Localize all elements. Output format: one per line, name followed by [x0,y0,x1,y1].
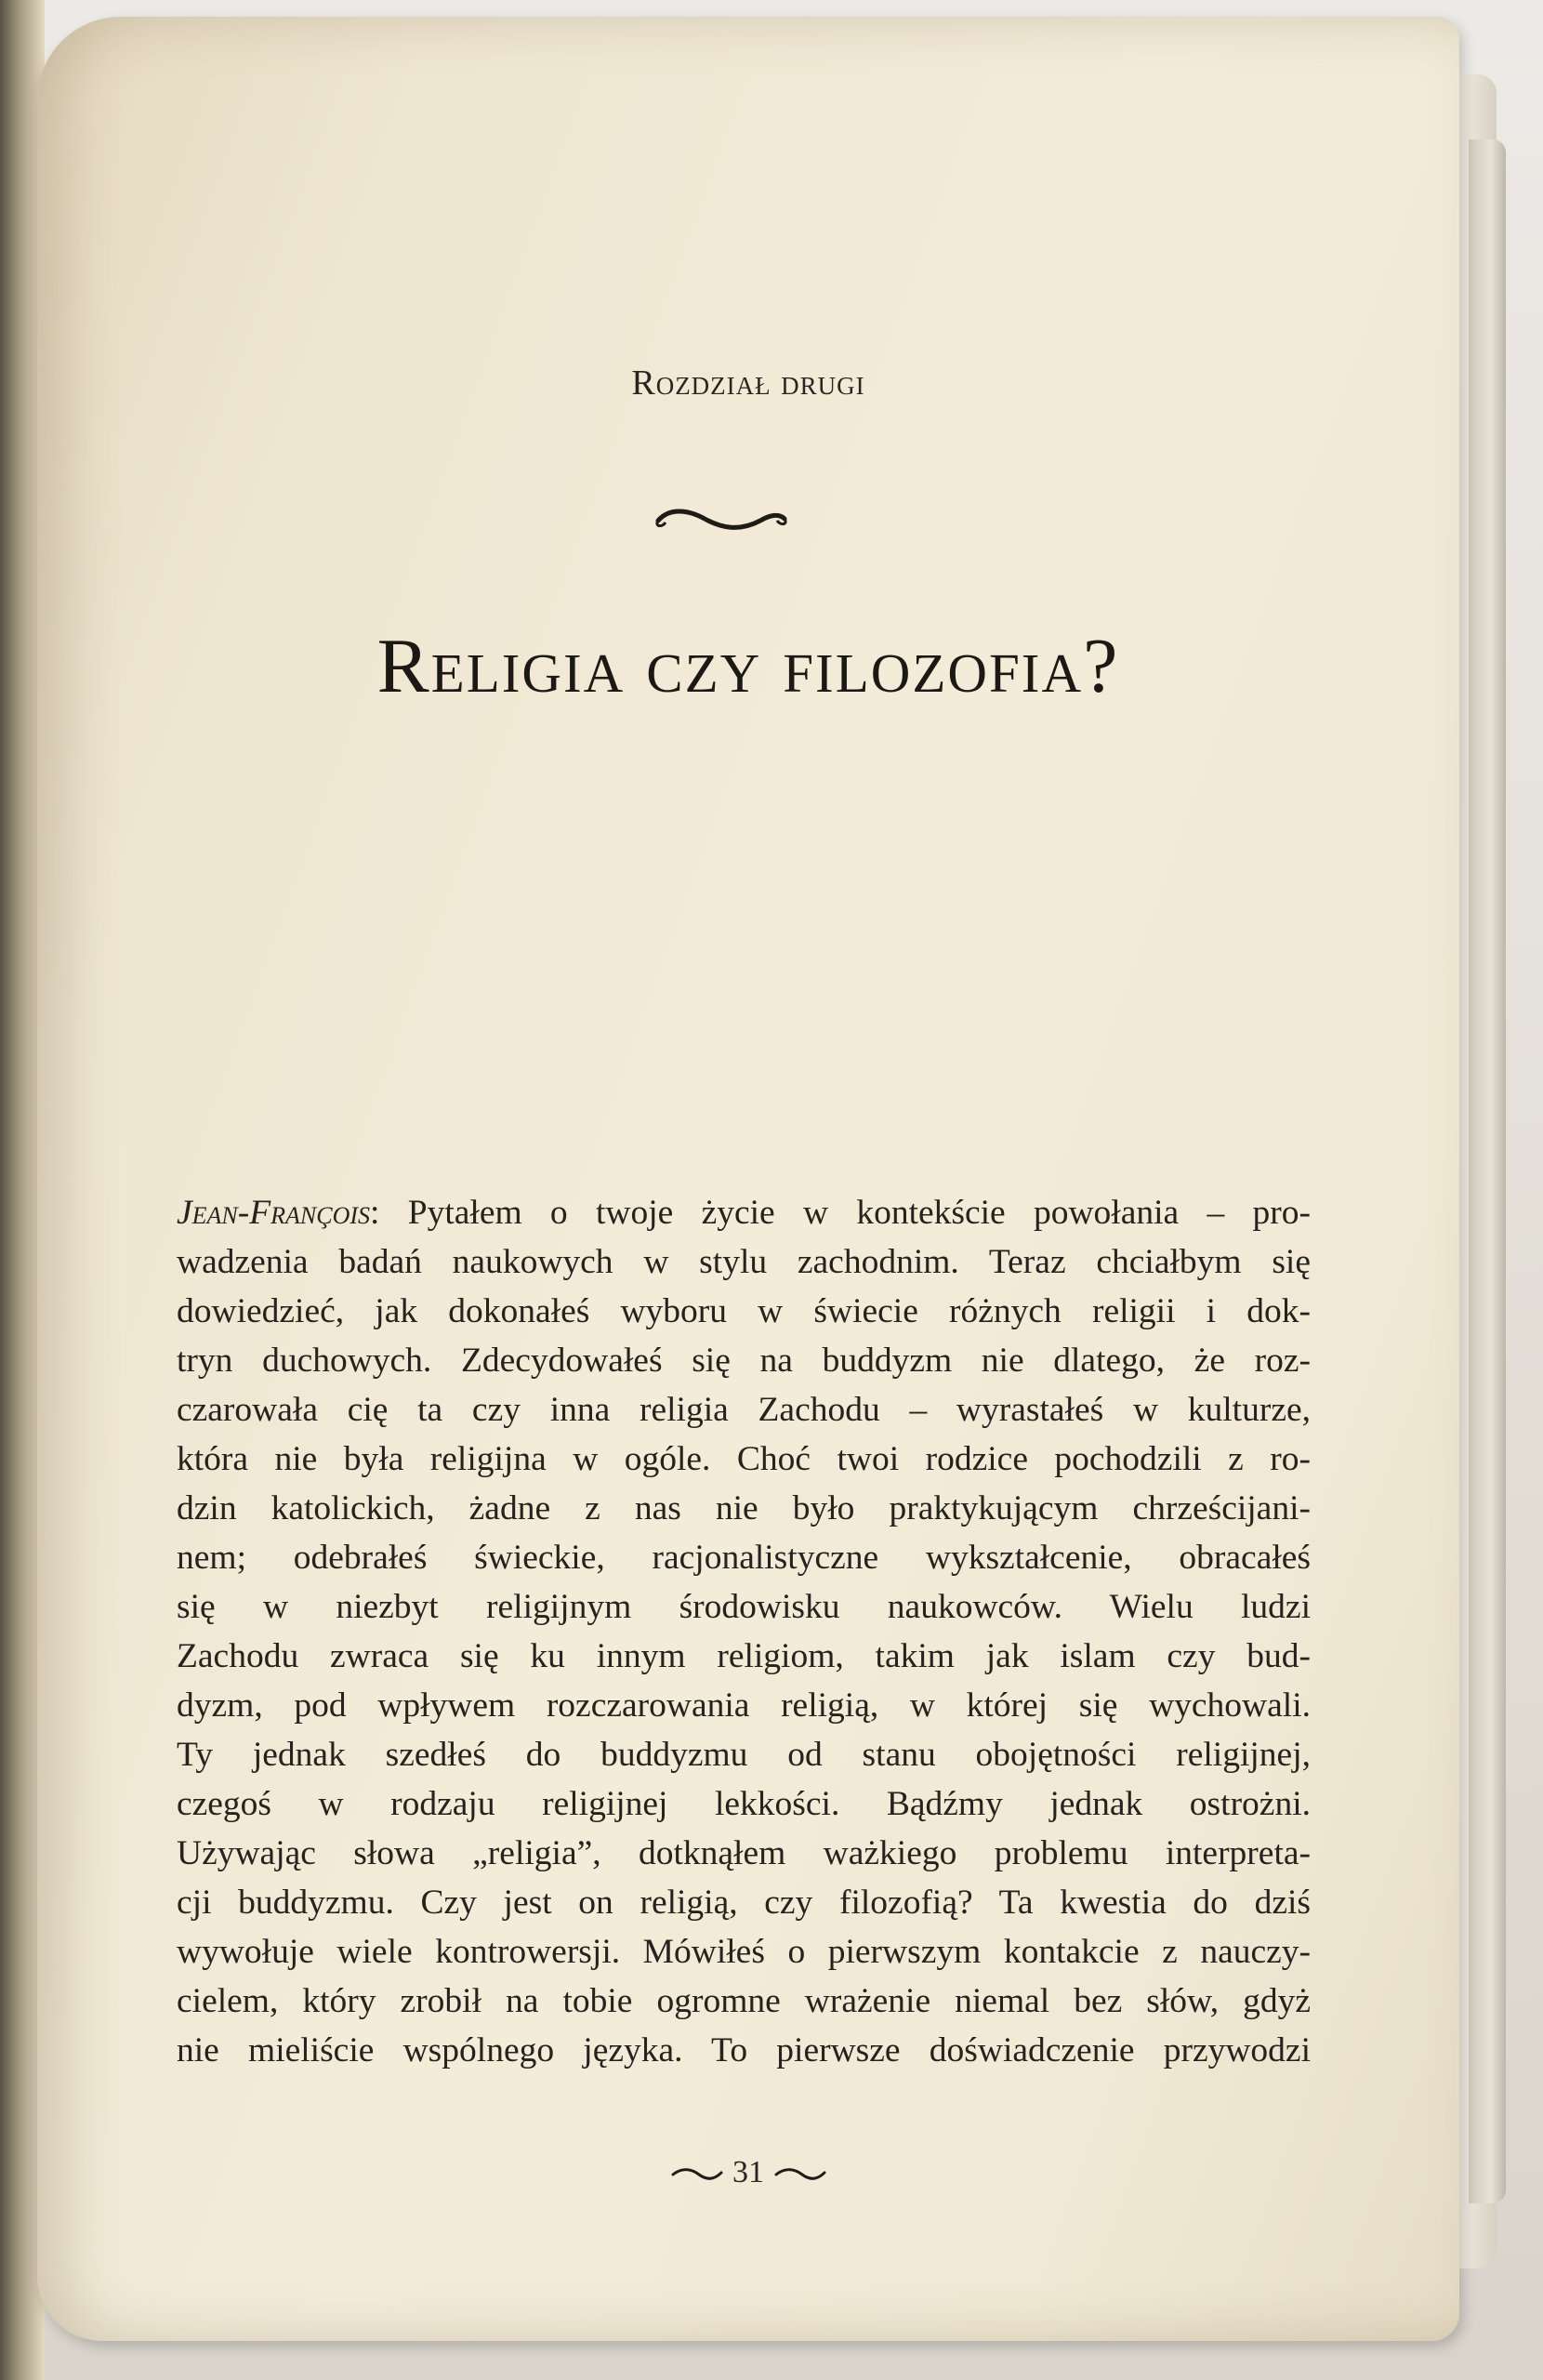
text-line: dzin katolickich, żadne z nas nie było praktykującym chrześcijani- [177,1489,1311,1527]
page-stack-edge-inner [1469,139,1506,2203]
page-footer [37,2155,1459,2190]
speaker-name: Jean-François [177,1194,371,1232]
text-line: wadzenia badań naukowych w stylu zachodnim. Teraz chciałbym się [177,1243,1311,1281]
speaker-separator: : [370,1194,380,1232]
page-number: 31 [732,2155,764,2189]
text-line: cji buddyzmu. Czy jest on religią, czy filozofią? Ta kwestia do dziś [177,1884,1311,1922]
text-line: nie mieliście wspólnego języka. To pierwsze doświadczenie przywodzi [177,2031,1311,2069]
chapter-label: Rozdział drugi [631,364,865,403]
text-line: się w niezbyt religijnym środowisku naukowców. Wielu ludzi [177,1588,1311,1626]
book-page [37,17,1459,2341]
text-line: Ty jednak szedłeś do buddyzmu od stanu obojętności religijnej, [177,1736,1311,1774]
text-line: dyzm, pod wpływem rozczarowania religią, w której się wychowali. [177,1686,1311,1725]
text-line [177,1188,1311,1237]
text-line: cielem, który zrobił na tobie ogromne wrażenie niemal bez słów, gdyż [177,1982,1311,2020]
text-line: czarowała cię ta czy inna religia Zachodu – wyrastałeś w kulturze, [177,1391,1311,1429]
line-text: Pytałem o twoje życie w kontekście powołania – pro- [379,1194,1311,1232]
text-line: nem; odebrałeś świeckie, racjonalistyczne wykształcenie, obracałeś [177,1539,1311,1577]
body-text [177,1188,1311,2075]
right-swash-icon [772,2165,828,2184]
text-line: Zachodu zwraca się ku innym religiom, takim jak islam czy bud- [177,1637,1311,1675]
text-line: dowiedzieć, jak dokonałeś wyboru w świecie różnych religii i dok- [177,1292,1311,1330]
left-swash-icon [669,2165,725,2184]
text-line: czegoś w rodzaju religijnej lekkości. Bądźmy jednak ostrożni. [177,1785,1311,1823]
text-line: Używając słowa „religia”, dotknąłem ważkiego problemu interpreta- [177,1834,1311,1872]
text-line: która nie była religijna w ogóle. Choć twoi rodzice pochodzili z ro- [177,1440,1311,1478]
text-line: wywołuje wiele kontrowersji. Mówiłeś o pierwszym kontakcie z nauczy- [177,1933,1311,1971]
text-line: tryn duchowych. Zdecydowałeś się na buddyzm nie dlatego, że roz- [177,1342,1311,1380]
swash-ornament-icon [651,500,790,537]
chapter-title: Religia czy filozofia? [376,623,1120,709]
